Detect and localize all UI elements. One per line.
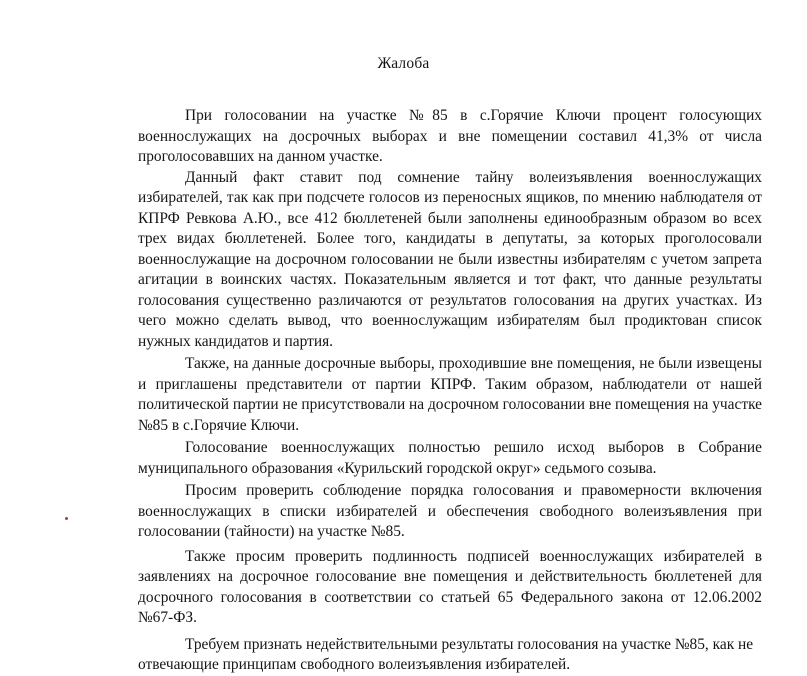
- paragraph-secrecy-doubt: Данный факт ставит под сомнение тайну волеизъявления военнослужащих избирателей, так как при подсчете голосов из переносных ящиков, по мнению наблюдателя от КПРФ Ревкова А.Ю., все 412 бюллетеней были заполнены единообразным образом во всех трех видах бюллетеней. Более того, кандидаты в депутаты, за которых проголосовали военнослужащие на досрочном голосовании не были известны избирателям с учетом запрета агитации в воинских частях. Показательным является и тот факт, что данные результаты голосования существенно различаются от результатов голосования на других участках. Из чего можно сделать вывод, что военнослужащим избирателям был продиктован список нужных кандидатов и партия.: [138, 168, 762, 350]
- document-title: Жалоба: [377, 55, 430, 72]
- paragraph-voting-percentage: При голосовании на участке №85 в с.Горячие Ключи процент голосующих военнослужащих на досрочных выборах и вне помещении составил 41,3% от числа проголосовавших на данном участке.: [138, 107, 762, 165]
- paragraph-observers-absent: Также, на данные досрочные выборы, проходившие вне помещения, не были извещены и приглашены представители от партии КПРФ. Таким образом, наблюдатели от нашей политической партии не присутствовали на досрочном голосовании вне помещения на участке №85 в с.Горячие Ключи.: [138, 355, 762, 434]
- scan-speck: [65, 517, 68, 520]
- paragraph-election-outcome: Голосование военнослужащих полностью решило исход выборов в Собрание муниципального образования «Курильский городской округ» седьмого созыва.: [138, 439, 762, 477]
- paragraph-demand-invalidation: Требуем признать недействительными результаты голосования на участке №85, как не отвечающие принципам свободного волеизъявления избирателей.: [138, 635, 754, 673]
- document-body: [138, 106, 762, 676]
- paragraph-request-check-signatures: Также просим проверить подлинность подписей военнослужащих избирателей в заявлениях на досрочное голосование вне помещения и действительность бюллетеней для досрочного голосования в соответствии со статьей 65 Федерального закона от 12.06.2002 №67-ФЗ.: [138, 547, 762, 626]
- paragraph-request-check-procedure: Просим проверить соблюдение порядка голосования и правомерности включения военнослужащих в списки избирателей и обеспечения свободного волеизъявления при голосовании (тайности) на участке №85.: [138, 482, 762, 540]
